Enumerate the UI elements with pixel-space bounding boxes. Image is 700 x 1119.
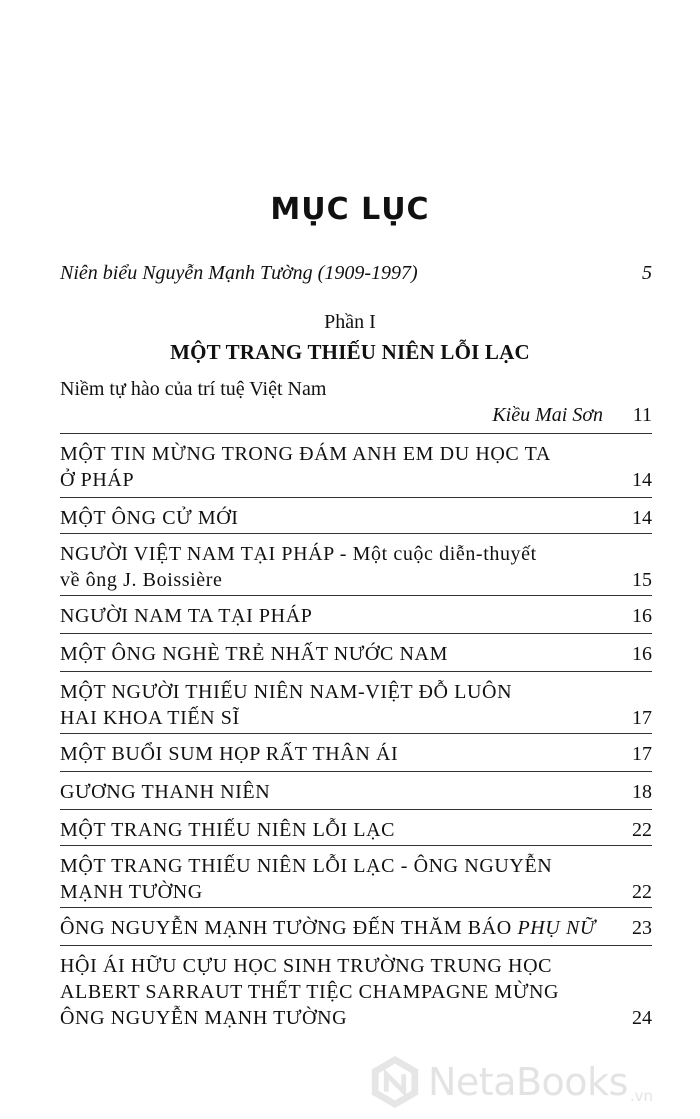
toc-entry — [60, 741, 652, 767]
part-title: MỘT TRANG THIẾU NIÊN LỖI LẠC — [170, 340, 530, 364]
toc-entry-intro — [60, 260, 652, 286]
toc-entry-italic-title: PHỤ NỮ — [517, 917, 596, 939]
toc-entry-page: 17 — [632, 743, 652, 765]
toc-entry-title-line: về ông J. Boissière — [60, 569, 223, 591]
toc-entry — [60, 853, 652, 905]
toc-entry-title-line: NGƯỜI VIỆT NAM TẠI PHÁP - Một cuộc diễn-thuyết — [60, 543, 537, 565]
toc-entry-author: Kiều Mai Sơn — [492, 404, 603, 426]
toc-entry — [60, 603, 652, 629]
toc-entry — [60, 817, 652, 843]
toc-entry-title-line: MỘT NGƯỜI THIẾU NIÊN NAM-VIỆT ĐỖ LUÔN — [60, 681, 513, 703]
toc-entry-title-line: ALBERT SARRAUT THẾT TIỆC CHAMPAGNE MỪNG — [60, 981, 560, 1003]
toc-entry-title: Niên biểu Nguyễn Mạnh Tường (1909-1997) — [60, 262, 418, 284]
toc-entry — [60, 441, 652, 493]
toc-entry-title — [60, 679, 652, 731]
toc-entry-page: 22 — [632, 881, 652, 903]
toc-entry-title-line: NGƯỜI NAM TA TẠI PHÁP — [60, 605, 313, 627]
toc-entry-title — [60, 779, 652, 805]
toc-entry-title-line: MỘT ÔNG NGHÈ TRẺ NHẤT NƯỚC NAM — [60, 643, 448, 665]
toc-entry-title — [60, 741, 652, 767]
toc-entry-page: 18 — [632, 781, 652, 803]
watermark — [366, 1044, 700, 1119]
toc-heading: MỤC LỤC — [270, 192, 430, 227]
toc-entry-title-line: MẠNH TƯỜNG — [60, 881, 203, 903]
nb-hexagon-logo-icon — [366, 1053, 424, 1111]
toc-entry-title — [60, 603, 652, 629]
toc-entry-page: 14 — [632, 507, 652, 529]
toc-entry-title-line: ÔNG NGUYỄN MẠNH TƯỜNG — [60, 1007, 348, 1029]
toc-divider — [60, 845, 652, 846]
toc-divider — [60, 945, 652, 946]
toc-entry-title-line: Ở PHÁP — [60, 469, 135, 491]
toc-entry-page: 5 — [642, 262, 652, 284]
toc-entry-page: 22 — [632, 819, 652, 841]
toc-entry-title — [60, 817, 652, 843]
toc-entry — [60, 679, 652, 731]
toc-divider — [60, 497, 652, 498]
toc-entry-title-line: HỘI ÁI HỮU CỰU HỌC SINH TRƯỜNG TRUNG HỌC — [60, 955, 553, 977]
toc-entry-title: Niềm tự hào của trí tuệ Việt Nam — [60, 378, 327, 400]
toc-entry-page: 16 — [632, 605, 652, 627]
toc-divider — [60, 433, 652, 434]
toc-entry-title-line: ÔNG NGUYỄN MẠNH TƯỜNG ĐẾN THĂM BÁO PHỤ NỮ — [60, 917, 596, 939]
toc-divider — [60, 809, 652, 810]
toc-entry — [60, 953, 652, 1031]
toc-entry-page: 11 — [632, 404, 652, 426]
toc-entry-title — [60, 641, 652, 667]
toc-divider — [60, 771, 652, 772]
toc-divider — [60, 633, 652, 634]
toc-entry-page: 17 — [632, 707, 652, 729]
toc-entry-title-line: HAI KHOA TIẾN SĨ — [60, 707, 240, 729]
toc-entry-title-line: MỘT TRANG THIẾU NIÊN LỖI LẠC — [60, 819, 396, 841]
toc-entry-title — [60, 505, 652, 531]
toc-divider — [60, 733, 652, 734]
toc-entry-page: 16 — [632, 643, 652, 665]
toc-entry-page: 14 — [632, 469, 652, 491]
toc-entry-title — [60, 915, 652, 941]
toc-divider — [60, 671, 652, 672]
toc-entry-title-line: MỘT TIN MỪNG TRONG ĐÁM ANH EM DU HỌC TA — [60, 443, 551, 465]
toc-entry — [60, 641, 652, 667]
toc-entry-page: 24 — [632, 1007, 652, 1029]
toc-divider — [60, 533, 652, 534]
toc-divider — [60, 595, 652, 596]
toc-entry — [60, 915, 652, 941]
toc-entry — [60, 779, 652, 805]
watermark-suffix: .vn — [629, 1087, 654, 1105]
watermark-brand: NetaBooks — [428, 1059, 628, 1104]
part-label: Phần I — [324, 311, 376, 333]
toc-entry-title-line: MỘT TRANG THIẾU NIÊN LỖI LẠC - ÔNG NGUYỄN — [60, 855, 553, 877]
toc-entry-title-line: MỘT BUỔI SUM HỌP RẤT THÂN ÁI — [60, 743, 399, 765]
toc-entry-title — [60, 953, 652, 1031]
toc-entry-title-line: GƯƠNG THANH NIÊN — [60, 781, 271, 803]
toc-entry-page: 15 — [632, 569, 652, 591]
toc-entry-page: 23 — [632, 917, 652, 939]
toc-entry — [60, 541, 652, 593]
toc-entry-title-line: MỘT ÔNG CỬ MỚI — [60, 507, 239, 529]
toc-divider — [60, 907, 652, 908]
toc-entry-title — [60, 441, 652, 493]
toc-entry-title — [60, 853, 652, 905]
toc-entry-title — [60, 541, 652, 593]
toc-entry — [60, 505, 652, 531]
